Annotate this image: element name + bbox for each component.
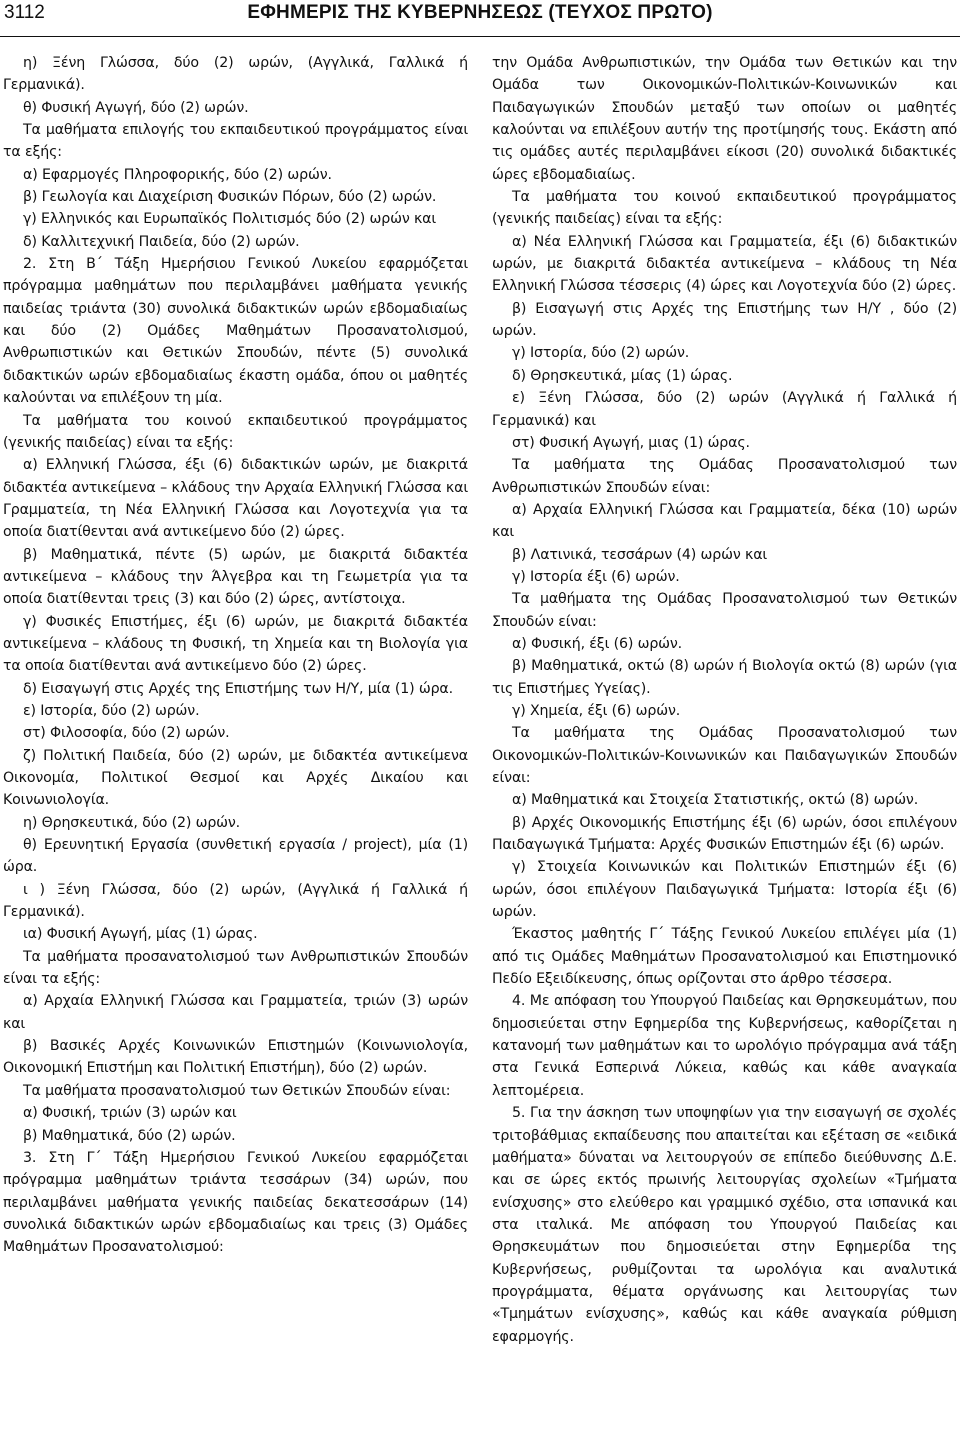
paragraph: θ) Φυσική Αγωγή, δύο (2) ωρών. bbox=[23, 99, 249, 116]
paragraph: β) Εισαγωγή στις Αρχές της Επιστήμης των Η/Υ , δύο (2) ωρών. bbox=[492, 300, 957, 340]
paragraph: δ) Καλλιτεχνική Παιδεία, δύο (2) ωρών. bbox=[23, 233, 300, 250]
paragraph: Τα μαθήματα προσανατολισμού των Θετικών Σπουδών είναι: bbox=[23, 1082, 451, 1099]
paragraph: γ) Φυσικές Επιστήμες, έξι (6) ωρών, με διακριτά διδακτέα αντικείμενα – κλάδους τη Φυσική, τη Χημεία και τη Βιολογία για τα οποία διατίθενται ανά αντικείμενο δύο (2) ώρες. bbox=[3, 613, 468, 675]
paragraph: 4. Με απόφαση του Υπουργού Παιδείας και Θρησκευμάτων, που δημοσιεύεται στην Εφημερίδα της Κυβερνήσεως, καθορίζεται η κατανομή των μαθημάτων και το ωρολόγιο πρόγραμμα ανά τάξη στα Γενικά Εσπερινά Λύκεια, καθώς και κάθε αναγκαία λεπτομέρεια. bbox=[492, 993, 957, 1099]
paragraph: β) Μαθηματικά, οκτώ (8) ωρών ή Βιολογία οκτώ (8) ωρών (για τις Επιστήμες Υγείας). bbox=[492, 658, 957, 697]
paragraph: δ) Θρησκευτικά, μίας (1) ώρας. bbox=[512, 367, 733, 384]
paragraph: β) Μαθηματικά, πέντε (5) ωρών, με διακριτά διδακτέα αντικείμενα – κλάδους την Άλγεβρα και τη Γεωμετρία για τα οποία διατίθενται τρεις (3) και δύο (2) ώρες, αντίστοιχα. bbox=[3, 546, 468, 608]
paragraph: α) Εφαρμογές Πληροφορικής, δύο (2) ωρών. bbox=[23, 166, 332, 183]
paragraph: α) Αρχαία Ελληνική Γλώσσα και Γραμματεία, τριών (3) ωρών και bbox=[3, 993, 468, 1032]
paragraph: γ) Ιστορία έξι (6) ωρών. bbox=[512, 568, 680, 585]
page-header bbox=[0, 0, 960, 40]
paragraph: 2. Στη Β΄ Τάξη Ημερήσιου Γενικού Λυκείου εφαρμόζεται πρόγραμμα μαθημάτων που περιλαμβάνει μαθήματα γενικής παιδείας τριάντα (30) συνολικά διδακτικών ωρών εβδομαδιαίως και δύο (2) Ομάδες Μαθημάτων Προσανατολισμού, Ανθρωπιστικών και Θετικών Σπουδών, πέντε (5) συνολικά διδακτικών ωρών εβδομαδιαίως έκαστη ομάδα, όπου οι μαθητές καλούνται να επιλέξουν τη μία. bbox=[3, 256, 468, 407]
paragraph: Τα μαθήματα της Ομάδας Προσανατολισμού των Ανθρωπιστικών Σπουδών είναι: bbox=[492, 457, 957, 496]
paragraph: β) Λατινικά, τεσσάρων (4) ωρών και bbox=[512, 546, 768, 563]
paragraph: γ) Ελληνικός και Ευρωπαϊκός Πολιτισμός δύο (2) ωρών και bbox=[23, 211, 437, 228]
paragraph: γ) Χημεία, έξι (6) ωρών. bbox=[512, 702, 681, 719]
paragraph: στ) Φιλοσοφία, δύο (2) ωρών. bbox=[23, 725, 230, 742]
paragraph: η) Ξένη Γλώσσα, δύο (2) ωρών, (Αγγλικά, Γαλλικά ή Γερμανικά). bbox=[3, 55, 468, 94]
paragraph: στ) Φυσική Αγωγή, μιας (1) ώρας. bbox=[512, 434, 750, 451]
paragraph: β) Βασικές Αρχές Κοινωνικών Επιστημών (Κοινωνιολογία, Οικονομική Επιστήμη και Πολιτική Επιστήμη), δύο (2) ωρών. bbox=[3, 1038, 468, 1077]
paragraph: ια) Φυσική Αγωγή, μίας (1) ώρας. bbox=[23, 926, 258, 943]
paragraph: 5. Για την άσκηση των υποψηφίων για την εισαγωγή σε σχολές τριτοβάθμιας εκπαίδευσης που απαιτείται και εξέταση σε «ειδικά μαθήματα» δύναται να λειτουργούν σε επίπεδο διεύθυνσης Δ.Ε. και σε ώρες εκτός πρωινής λειτουργίας σχολείων «Τμήματα ενίσχυσης» στο ελεύθερο και γραμμικό σχέδιο, στα ισπανικά και στα ιταλικά. Με απόφαση του Υπουργού Παιδείας και Θρησκευμάτων που δημοσιεύεται στην Εφημερίδα της Κυβερνήσεως, ρυθμίζονται τα ωρολόγια και αναλυτικά προγράμματα, θέματα οργάνωσης και λειτουργίας των «Τμημάτων ενίσχυσης», καθώς και κάθε αναγκαία ρύθμιση εφαρμογής. bbox=[492, 1105, 957, 1345]
paragraph: θ) Ερευνητική Εργασία (συνθετική εργασία / project), μία (1) ώρα. bbox=[3, 837, 468, 876]
paragraph: α) Μαθηματικά και Στοιχεία Στατιστικής, οκτώ (8) ωρών. bbox=[512, 792, 919, 809]
header-rule bbox=[0, 36, 960, 37]
paragraph: ι ) Ξένη Γλώσσα, δύο (2) ωρών, (Αγγλικά ή Γαλλικά ή Γερμανικά). bbox=[3, 881, 468, 921]
running-title: ΕΦΗΜΕΡΙΣ ΤΗΣ ΚΥΒΕΡΝΗΣΕΩΣ (ΤΕΥΧΟΣ ΠΡΩΤΟ) bbox=[247, 2, 713, 23]
paragraph: ε) Ιστορία, δύο (2) ωρών. bbox=[23, 702, 200, 719]
paragraph: α) Ελληνική Γλώσσα, έξι (6) διδακτικών ωρών, με διακριτά διδακτέα αντικείμενα – κλάδους την Αρχαία Ελληνική Γλώσσα και Γραμματεία, τη Νέα Ελληνική Γλώσσα και Λογοτεχνία για τα οποία διατίθενται ανά αντικείμενο δύο (2) ώρες. bbox=[3, 457, 468, 541]
paragraph: 3. Στη Γ΄ Τάξη Ημερήσιου Γενικού Λυκείου εφαρμόζεται πρόγραμμα μαθημάτων τριάντα τεσσάρων (34) ωρών, που περιλαμβάνει μαθήματα γενικής παιδείας δεκατεσσάρων (14) συνολικά διδακτικών ωρών εβδομαδιαίως και τρεις (3) Ομάδες Μαθημάτων Προσανατολισμού: bbox=[3, 1149, 468, 1256]
paragraph: Τα μαθήματα της Ομάδας Προσανατολισμού των Οικονομικών-Πολιτικών-Κοινωνικών και Παιδαγωγικών Σπουδών είναι: bbox=[492, 725, 957, 786]
paragraph: γ) Στοιχεία Κοινωνικών και Πολιτικών Επιστημών έξι (6) ωρών, όσοι επιλέγουν Παιδαγωγικά Τμήματα: Ιστορία έξι (6) ωρών. bbox=[492, 859, 957, 921]
paragraph: β) Μαθηματικά, δύο (2) ωρών. bbox=[23, 1127, 236, 1144]
paragraph: γ) Ιστορία, δύο (2) ωρών. bbox=[512, 345, 690, 362]
paragraph: α) Αρχαία Ελληνική Γλώσσα και Γραμματεία, δέκα (10) ωρών και bbox=[492, 501, 957, 541]
paragraph: δ) Εισαγωγή στις Αρχές της Επιστήμης των Η/Υ, μία (1) ώρα. bbox=[23, 680, 453, 697]
paragraph: Τα μαθήματα της Ομάδας Προσανατολισμού των Θετικών Σπουδών είναι: bbox=[492, 591, 957, 630]
paragraph: Τα μαθήματα επιλογής του εκπαιδευτικού προγράμματος είναι τα εξής: bbox=[3, 122, 468, 161]
paragraph: Τα μαθήματα του κοινού εκπαιδευτικού προγράμματος (γενικής παιδείας) είναι τα εξής: bbox=[3, 412, 468, 451]
paragraph: Τα μαθήματα του κοινού εκπαιδευτικού προγράμματος (γενικής παιδείας) είναι τα εξής: bbox=[492, 189, 957, 228]
right-text-column bbox=[492, 52, 957, 1348]
left-text-column bbox=[3, 52, 468, 1259]
page-number: 3112 bbox=[4, 2, 45, 23]
paragraph: Έκαστος μαθητής Γ΄ Τάξης Γενικού Λυκείου επιλέγει μία (1) από τις Ομάδες Μαθημάτων Προσανατολισμού και Επιστημονικό Πεδίο Εξειδίκευσης, όπως ορίζονται στο άρθρο τέσσερα. bbox=[492, 926, 957, 988]
paragraph: β) Αρχές Οικονομικής Επιστήμης έξι (6) ωρών, όσοι επιλέγουν Παιδαγωγικά Τμήματα: Αρχές Φυσικών Επιστημών έξι (6) ωρών. bbox=[492, 814, 957, 854]
paragraph: Τα μαθήματα προσανατολισμού των Ανθρωπιστικών Σπουδών είναι τα εξής: bbox=[3, 948, 468, 988]
paragraph: η) Θρησκευτικά, δύο (2) ωρών. bbox=[23, 814, 241, 831]
paragraph: α) Νέα Ελληνική Γλώσσα και Γραμματεία, έξι (6) διδακτικών ωρών, με διακριτά διδακτέα αντικείμενα – κλάδους τη Νέα Ελληνική Γλώσσα τέσσερις (4) ώρες και Λογοτεχνία δύο (2) ώρες. bbox=[492, 233, 957, 295]
paragraph: α) Φυσική, τριών (3) ωρών και bbox=[23, 1105, 237, 1122]
paragraph: την Ομάδα Ανθρωπιστικών, την Ομάδα των Θετικών και την Ομάδα των Οικονομικών-Πολιτικών-Κοινωνικών και Παιδαγωγικών Σπουδών μεταξύ των οποίων οι μαθητές καλούνται να επιλέξουν αυτήν της προτίμησής τους. Εκάστη από τις ομάδες αυτές περιλαμβάνει είκοσι (20) συνολικά διδακτικές ώρες εβδομαδιαίως. bbox=[492, 55, 957, 183]
paragraph: ζ) Πολιτική Παιδεία, δύο (2) ωρών, με διδακτέα αντικείμενα Οικονομία, Πολιτικοί Θεσμοί και Αρχές Δικαίου και Κοινωνιολογία. bbox=[3, 747, 468, 809]
paragraph: α) Φυσική, έξι (6) ωρών. bbox=[512, 635, 683, 652]
paragraph: ε) Ξένη Γλώσσα, δύο (2) ωρών (Αγγλικά ή Γαλλικά ή Γερμανικά) και bbox=[492, 390, 957, 429]
paragraph: β) Γεωλογία και Διαχείριση Φυσικών Πόρων, δύο (2) ωρών. bbox=[23, 189, 437, 206]
